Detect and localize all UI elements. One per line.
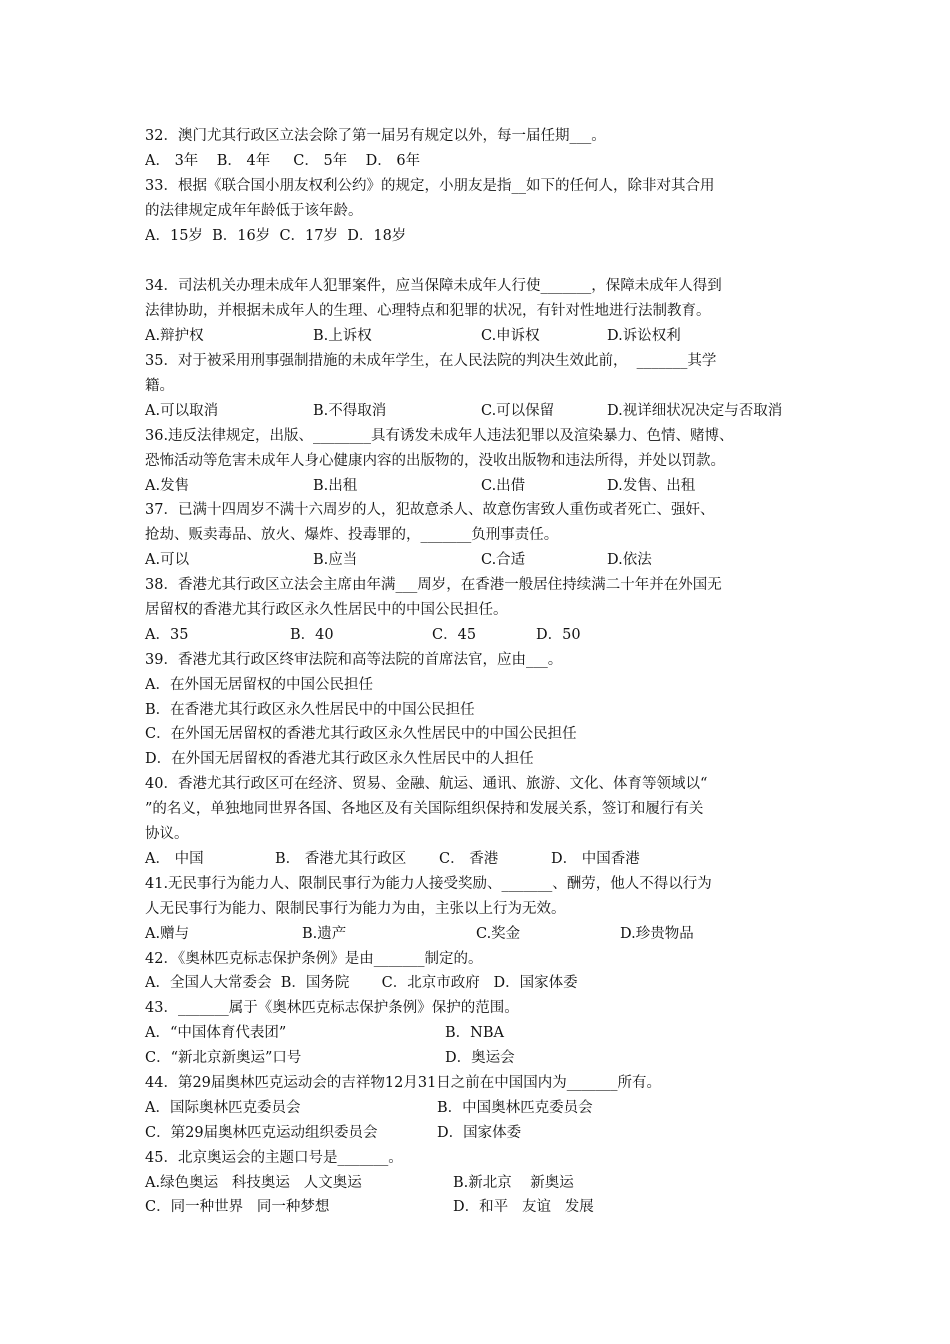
question-43: 43．_______属于《奥林匹克标志保护条例》保护的范围。 [145,1000,519,1017]
question-39-option-b: B．在香港尤其行政区永久性居民中的中国公民担任 [145,701,475,718]
question-33-line2: 的法律规定成年年龄低于该年龄。 [145,202,363,219]
question-36-line1: 36.违反法律规定，出版、________具有诱发未成年人违法犯罪以及渲染暴力、色情、赌博、 [145,427,734,444]
question-32-options: A． 3年 B． 4年 C． 5年 D． 6年 [145,152,421,169]
question-39-option-a: A．在外国无居留权的中国公民担任 [145,676,373,693]
option-b: B.出租 [313,477,358,494]
question-45: 45．北京奥运会的主题口号是_______。 [145,1149,403,1166]
option-c: C．第29届奥林匹克运动组织委员会 [145,1124,378,1141]
question-37-line1: 37．已满十四周岁不满十六周岁的人，犯故意杀人、故意伤害致人重伤或者死亡、强奸、 [145,502,715,519]
question-32: 32．澳门尤其行政区立法会除了第一届另有规定以外，每一届任期___。 [145,128,606,144]
option-c: C．“新北京新奥运”口号 [145,1050,302,1067]
option-a: A.辩护权 [145,328,204,345]
option-c: C． 香港 [439,850,499,867]
option-a: A.绿色奥运 科技奥运 人文奥运 [145,1174,362,1191]
question-33-options: A．15岁 B．16岁 C．17岁 D．18岁 [145,227,407,244]
option-b: B.上诉权 [313,328,372,345]
question-36-options [145,474,825,499]
option-a: A.可以 [145,552,190,569]
question-42-options: A．全国人大常委会 B．国务院 C．北京市政府 D．国家体委 [145,975,578,992]
option-b: B．中国奥林匹克委员会 [437,1099,593,1116]
option-d: D.珍贵物品 [620,925,694,942]
option-d: D.依法 [607,552,652,569]
option-a: A． 中国 [145,850,204,867]
question-44: 44．第29届奥林匹克运动会的吉祥物12月31日之前在中国国内为_______所有。 [145,1074,662,1091]
option-d: D.视详细状况决定与否取消 [607,402,783,419]
question-38-line2: 居留权的香港尤其行政区永久性居民中的中国公民担任。 [145,602,508,619]
question-45-options-row1 [145,1171,825,1196]
option-b: B．NBA [445,1025,504,1042]
question-35-line1: 35．对于被采用刑事强制措施的未成年学生，在人民法院的判决生效此前， _______其学 [145,353,717,370]
question-41-line2: 人无民事行为能力、限制民事行为能力为由，主张以上行为无效。 [145,900,566,917]
option-a: A.可以取消 [145,402,219,419]
option-b: B．40 [290,626,334,643]
question-39-option-c: C．在外国无居留权的香港尤其行政区永久性居民中的中国公民担任 [145,726,577,743]
question-39: 39．香港尤其行政区终审法院和高等法院的首席法官，应由___。 [145,651,563,668]
option-d: D． 中国香港 [551,850,640,867]
option-a: A．“中国体育代表团” [145,1025,287,1042]
option-a: A．35 [145,626,189,643]
option-d: D.诉讼权利 [607,328,681,345]
option-c: C.合适 [481,552,526,569]
question-39-option-d: D．在外国无居留权的香港尤其行政区永久性居民中的人担任 [145,751,534,768]
question-40-line3: 协议。 [145,826,189,843]
question-38-options [145,623,825,648]
option-b: B． 香港尤其行政区 [275,850,407,867]
question-34-line2: 法律协助，并根据未成年人的生理、心理特点和犯罪的状况，有针对性地进行法制教育。 [145,303,711,320]
question-40-options [145,847,825,872]
question-41-line1: 41.无民事行为能力人、限制民事行为能力人接受奖励、_______、酬劳，他人不得以行为 [145,875,712,892]
question-36-line2: 恐怖活动等危害未成年人身心健康内容的出版物的，没收出版物和违法所得，并处以罚款。 [145,452,725,469]
option-a: A.赠与 [145,925,190,942]
option-d: D．和平 友谊 发展 [453,1199,594,1216]
question-33-line1: 33．根据《联合国小朋友权利公约》的规定，小朋友是指__如下的任何人，除非对其合用 [145,177,715,194]
option-b: B.应当 [313,552,358,569]
question-45-options-row2 [145,1195,825,1220]
option-b: B.新北京 新奥运 [453,1174,574,1191]
option-b: B.遗产 [302,925,347,942]
option-b: B.不得取消 [313,402,387,419]
option-d: D．国家体委 [437,1124,522,1141]
question-41-options [145,922,825,947]
option-d: D.发售、出租 [607,477,696,494]
question-43-options-row1 [145,1021,825,1046]
option-c: C.出借 [481,477,526,494]
document-page [145,124,825,1220]
question-34-options [145,324,825,349]
option-a: A．国际奥林匹克委员会 [145,1099,301,1116]
blank-spacer [145,248,825,274]
option-c: C.可以保留 [481,402,555,419]
question-37-line2: 抢劫、贩卖毒品、放火、爆炸、投毒罪的，_______负刑事责任。 [145,527,559,544]
question-44-options-row1 [145,1096,825,1121]
question-35-options [145,399,825,424]
option-a: A.发售 [145,477,190,494]
option-c: C．45 [432,626,477,643]
question-38-line1: 38．香港尤其行政区立法会主席由年满___周岁，在香港一般居住持续满二十年并在外国无 [145,577,722,594]
question-34-line1: 34．司法机关办理未成年人犯罪案件，应当保障未成年人行使_______，保障未成年人得到 [145,278,722,295]
option-d: D．奥运会 [445,1050,515,1067]
question-40-line2: ”的名义，单独地同世界各国、各地区及有关国际组织保持和发展关系，签订和履行有关 [145,801,704,818]
option-c: C.申诉权 [481,328,540,345]
question-35-line2: 籍。 [145,378,174,395]
option-d: D．50 [536,626,581,643]
option-c: C．同一种世界 同一种梦想 [145,1199,330,1216]
question-37-options [145,548,825,573]
option-c: C.奖金 [476,925,521,942]
question-44-options-row2 [145,1121,825,1146]
question-42: 42．《奥林匹克标志保护条例》是由_______制定的。 [145,950,483,967]
question-43-options-row2 [145,1046,825,1071]
question-40-line1: 40．香港尤其行政区可在经济、贸易、金融、航运、通讯、旅游、文化、体育等领域以“ [145,776,708,793]
